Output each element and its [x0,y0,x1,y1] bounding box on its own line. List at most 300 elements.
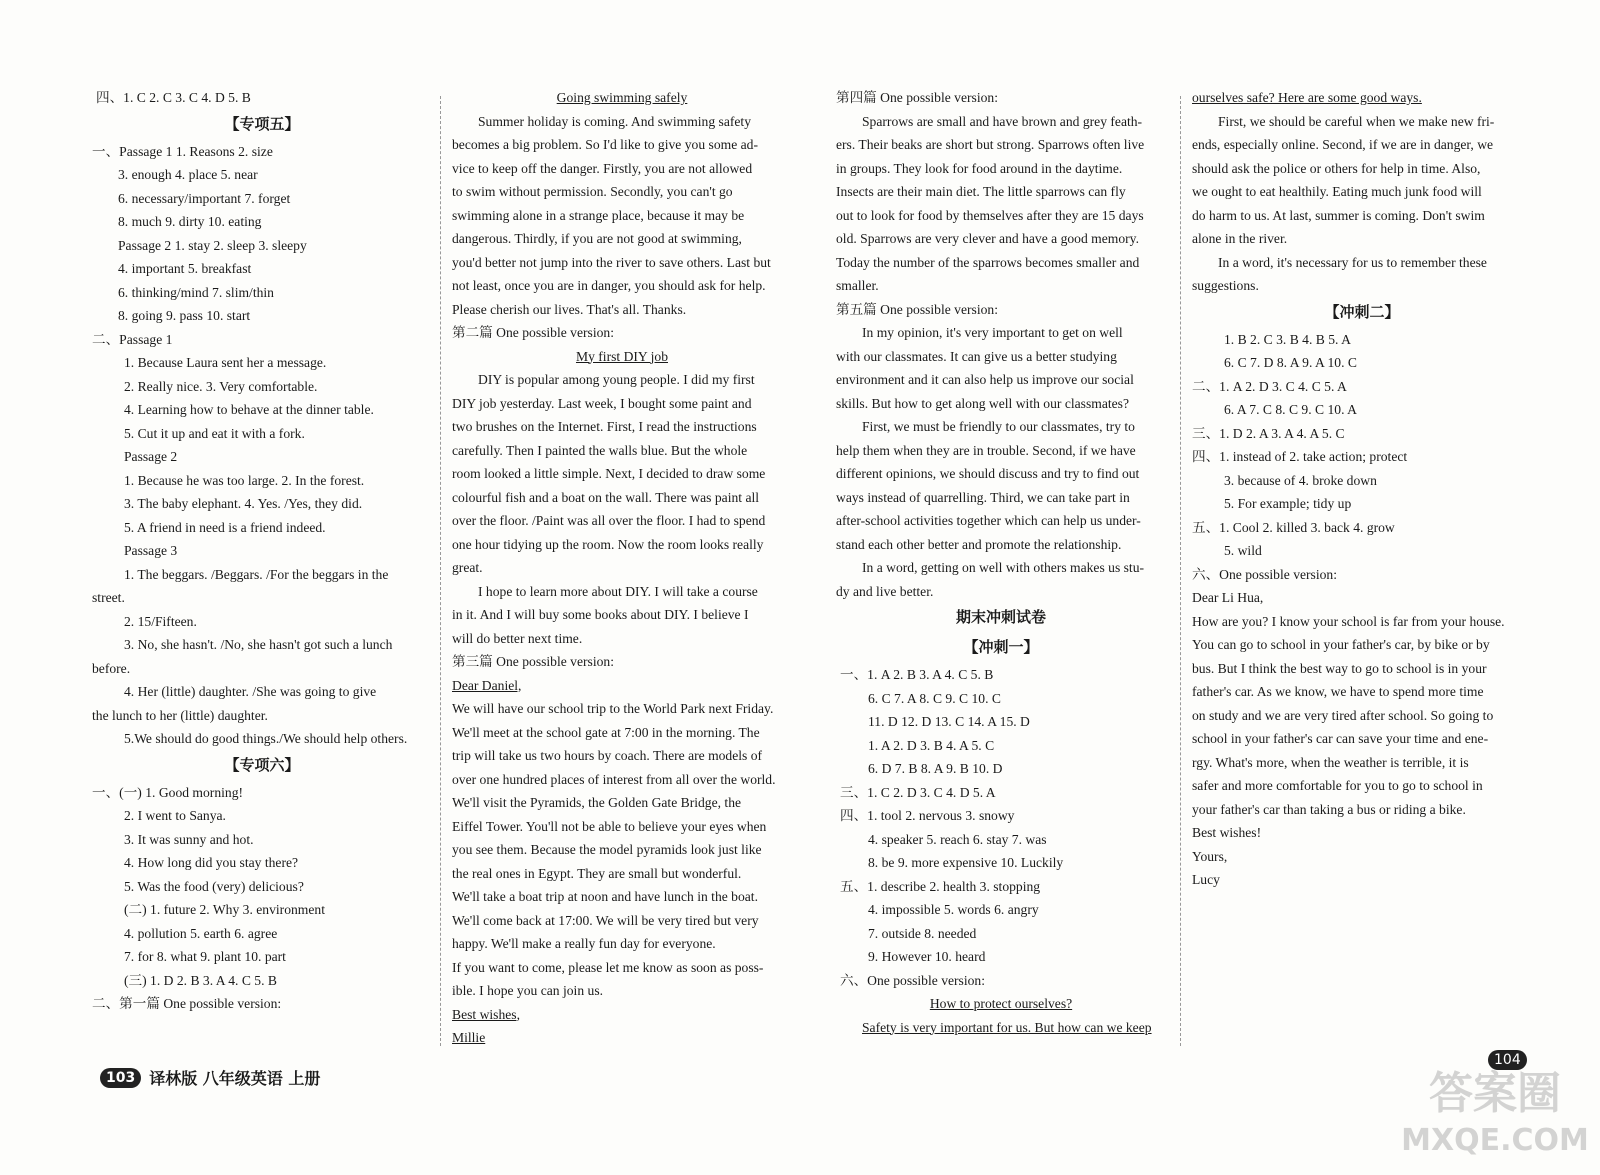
text-line [92,563,432,587]
text-line [836,204,1166,228]
text-line [836,1016,1166,1040]
text-line [92,727,432,751]
text-line [92,234,432,258]
text-line [92,945,432,969]
line-text: 期末冲刺试卷 [955,610,1046,626]
text-line [452,368,792,392]
line-text: 【冲刺二】 [1324,304,1400,321]
line-text: stand each other better and promote the relationship. [836,536,1122,552]
line-text: 9. However 10. heard [868,949,986,964]
svg-text:MXQE.COM: MXQE.COM [1401,1123,1589,1158]
text-line [92,781,432,805]
text-line [836,710,1166,734]
text-line [92,86,432,110]
line-text: DIY job yesterday. Last week, I bought some paint and [452,395,752,411]
text-line [1192,774,1532,798]
line-text: 8. going 9. pass 10. start [118,308,251,323]
line-text: out to look for food by themselves after they are 15 days [836,207,1144,223]
line-text: 4. important 5. breakfast [118,261,252,276]
text-line [452,86,792,110]
line-text: after-school activities together which can help us under- [836,513,1141,528]
text-line [92,187,432,211]
line-text: Today the number of the sparrows becomes smaller and [836,254,1140,270]
line-text: swimming alone in a strange place, because it may be [452,207,745,223]
line-text: 8. be 9. more expensive 10. Luckily [868,855,1064,870]
text-line [1192,445,1532,469]
line-text: safer and more comfortable for you to go to school in [1192,778,1483,793]
text-line [452,603,792,627]
text-line [452,909,792,933]
text-line [836,157,1166,181]
line-text: with our classmates. It can give us a better studying [836,348,1117,364]
text-line [836,368,1166,392]
column-2 [452,86,792,1050]
line-text: over the floor. /Paint was all over the floor. I had to spend [452,513,766,528]
line-text: How are you? I know your school is far from your house. [1192,613,1505,629]
line-text: 四、1. C 2. C 3. C 4. D 5. B [96,90,251,105]
line-text: 4. speaker 5. reach 6. stay 7. was [868,831,1047,847]
text-line [836,227,1166,251]
text-line [452,862,792,886]
text-line [452,674,792,698]
line-text: 3. because of 4. broke down [1224,472,1377,488]
line-text: do harm to us. At last, summer is coming. Don't swim [1192,207,1485,223]
text-line [836,603,1166,633]
line-text: 4. pollution 5. earth 6. agree [124,925,278,941]
line-text: 4. Learning how to behave at the dinner table. [124,402,374,417]
text-line [1192,539,1532,563]
line-text: old. Sparrows are very clever and have a good memory. [836,231,1139,246]
text-line [1192,727,1532,751]
text-line [92,210,432,234]
line-text: 3. The baby elephant. 4. Yes. /Yes, they did. [124,496,363,511]
text-line [92,469,432,493]
line-text: I hope to learn more about DIY. I will take a course [478,583,758,599]
line-text: 5. Cut it up and eat it with a fork. [124,425,305,441]
text-line [92,492,432,516]
line-text: Yours, [1192,848,1228,864]
text-line [92,140,432,164]
line-text: First, we should be careful when we make new fri- [1218,113,1495,129]
text-line [92,586,432,610]
text-line [452,157,792,181]
line-text: 11. D 12. D 13. C 14. A 15. D [868,714,1030,729]
text-line [836,415,1166,439]
text-line [452,744,792,768]
line-text: 四、1. instead of 2. take action; protect [1192,449,1408,464]
line-text: smaller. [836,278,879,293]
line-text: 6. C 7. D 8. A 9. A 10. C [1224,355,1357,370]
line-text: carefully. Then I painted the walls blue. But the whole [452,442,748,458]
text-line [92,328,432,352]
text-line [92,281,432,305]
line-text: 【专项五】 [224,116,300,133]
line-text: 五、1. Cool 2. killed 3. back 4. grow [1192,519,1395,535]
line-text: bus. But I think the best way to go to school is in your [1192,660,1487,676]
line-text: How to protect ourselves? [929,996,1073,1011]
line-text: Eiffel Tower. You'll not be able to believe your eyes when [452,818,767,834]
line-text: suggestions. [1192,278,1259,293]
line-text: your father's car than taking a bus or riding a bike. [1192,801,1466,817]
text-line [1192,328,1532,352]
line-text: 3. No, she hasn't. /No, she hasn't got such a lunch [124,637,393,652]
line-text: 二、第一篇 One possible version: [92,996,282,1011]
line-text: in it. And I will buy some books about DIY. I believe I [452,607,749,622]
text-line [92,163,432,187]
svg-text:答案圈: 答案圈 [1429,1068,1561,1119]
line-text: one hour tidying up the room. Now the room looks really [452,536,764,552]
text-line [836,804,1166,828]
text-line [836,663,1166,687]
line-text: Best wishes, [452,1006,520,1022]
line-text: Sparrows are small and have brown and grey feath- [862,113,1143,129]
text-line [1192,845,1532,869]
book-title: 译林版 八年级英语 上册 [149,1069,321,1088]
text-line [1192,110,1532,134]
line-text: 5.We should do good things./We should help others. [124,731,408,746]
column-divider [1180,96,1181,1046]
text-line [92,851,432,875]
text-line [452,227,792,251]
text-line [452,298,792,322]
line-text: the lunch to her (little) daughter. [92,707,268,723]
line-text: 【专项六】 [224,757,300,774]
line-text: Dear Daniel, [452,677,522,693]
line-text: great. [452,560,483,575]
text-line [92,375,432,399]
text-line [92,828,432,852]
text-line [1192,398,1532,422]
line-text: Passage 2 [124,449,178,464]
line-text: We'll take a boat trip at noon and have lunch in the boat. [452,889,758,904]
line-text: you'd better not jump into the river to save others. Last but [452,254,771,270]
text-line [836,781,1166,805]
line-text: 3. enough 4. place 5. near [118,167,258,182]
text-line [1192,868,1532,892]
text-line [1192,680,1532,704]
line-text: Insects are their main diet. The little sparrows can fly [836,184,1126,199]
text-line [452,791,792,815]
line-text: 6. D 7. B 8. A 9. B 10. D [868,761,1003,776]
text-line [1192,298,1532,328]
text-line [1192,86,1532,110]
text-line [836,345,1166,369]
text-line [836,580,1166,604]
line-text: should ask the police or others for help in time. Also, [1192,160,1481,176]
text-line [1192,586,1532,610]
line-text: We will have our school trip to the World Park next Friday. [452,701,774,716]
line-text: 三、1. D 2. A 3. A 4. A 5. C [1192,425,1345,441]
text-line [452,110,792,134]
text-line [92,257,432,281]
line-text: 2. 15/Fifteen. [124,613,197,629]
line-text: school in your father's car can save your time and ene- [1192,731,1489,746]
text-line [452,1026,792,1050]
line-text: street. [92,590,125,605]
line-text: (二) 1. future 2. Why 3. environment [124,902,325,917]
line-text: 6. A 7. C 8. C 9. C 10. A [1224,402,1357,417]
text-line [836,86,1166,110]
text-line [836,251,1166,275]
text-line [452,180,792,204]
text-line [836,969,1166,993]
line-text: becomes a big problem. So I'd like to give you some ad- [452,137,758,152]
line-text: Going swimming safely [556,90,688,105]
text-line [1192,798,1532,822]
line-text: 5. For example; tidy up [1224,496,1352,511]
line-text: 3. It was sunny and hot. [124,831,254,847]
line-text: you see them. Because the model pyramids look just like [452,842,762,857]
text-line [452,979,792,1003]
line-text: 六、One possible version: [1192,566,1337,582]
line-text: before. [92,660,131,676]
line-text: 4. impossible 5. words 6. angry [868,902,1039,917]
text-line [92,351,432,375]
line-text: (三) 1. D 2. B 3. A 4. C 5. B [124,972,277,988]
line-text: the real ones in Egypt. They are small but wonderful. [452,865,742,881]
text-line [1192,469,1532,493]
line-text: We'll meet at the school gate at 7:00 in the morning. The [452,724,760,740]
line-text: over one hundred places of interest from all over the world. [452,771,776,787]
line-text: Best wishes! [1192,825,1262,840]
line-text: 1. The beggars. /Beggars. /For the beggars in the [124,566,389,582]
line-text: 1. B 2. C 3. B 4. B 5. A [1224,331,1351,347]
line-text: 一、1. A 2. B 3. A 4. C 5. B [840,667,994,682]
line-text: 5. Was the food (very) delicious? [124,878,304,894]
text-line [836,556,1166,580]
text-line [92,398,432,422]
text-line [452,956,792,980]
line-text: rgy. What's more, when the weather is terrible, it is [1192,754,1469,770]
line-text: In my opinion, it's very important to get on well [862,325,1123,340]
text-line [836,298,1166,322]
line-text: 六、One possible version: [840,972,985,988]
line-text: My first DIY job [575,348,668,364]
text-line [92,610,432,634]
line-text: 5. A friend in need is a friend indeed. [124,519,326,535]
text-line [452,204,792,228]
column-divider [440,96,441,1046]
text-line [836,687,1166,711]
line-text: 三、1. C 2. D 3. C 4. D 5. A [840,784,996,800]
line-text: Passage 3 [124,543,178,558]
text-line [836,757,1166,781]
text-line [92,633,432,657]
text-line [452,556,792,580]
line-text: Passage 2 1. stay 2. sleep 3. sleepy [118,237,307,253]
page-number: 103 [100,1068,141,1088]
line-text: two brushes on the Internet. First, I read the instructions [452,419,757,434]
text-line [92,898,432,922]
text-line [92,539,432,563]
text-line [92,875,432,899]
line-text: 6. C 7. A 8. C 9. C 10. C [868,690,1001,706]
text-line [452,627,792,651]
line-text: 1. Because he was too large. 2. In the forest. [124,472,365,488]
text-line [836,133,1166,157]
text-line [836,922,1166,946]
text-line [452,439,792,463]
line-text: ible. I hope you can join us. [452,983,604,998]
line-text: 二、1. A 2. D 3. C 4. C 5. A [1192,378,1347,394]
line-text: ers. Their beaks are short but strong. Sparrows often live [836,137,1145,152]
text-line [452,462,792,486]
text-line [452,838,792,862]
line-text: 7. outside 8. needed [868,925,977,941]
text-line [1192,657,1532,681]
text-line [1192,633,1532,657]
text-line [1192,704,1532,728]
text-line [92,751,432,781]
line-text: dangerous. Thirdly, if you are not good at swimming, [452,231,742,246]
text-line [452,486,792,510]
page-footer-left [100,1066,320,1089]
text-line [1192,157,1532,181]
text-line [836,851,1166,875]
text-line [452,721,792,745]
line-text: happy. We'll make a really fun day for everyone. [452,936,716,951]
line-text: 4. Her (little) daughter. /She was going to give [124,684,377,699]
text-line [836,439,1166,463]
line-text: 6. necessary/important 7. forget [118,190,291,206]
text-line [92,922,432,946]
text-line [452,697,792,721]
line-text: 7. for 8. what 9. plant 10. part [124,949,286,964]
text-line [836,734,1166,758]
line-text: 【冲刺一】 [963,640,1039,656]
text-line [92,704,432,728]
text-line [92,657,432,681]
line-text: in groups. They look for food around in the daytime. [836,160,1123,176]
line-text: environment and it can also help us improve our social [836,372,1134,387]
page-number: 104 [1488,1050,1527,1070]
text-line [452,885,792,909]
line-text: We'll visit the Pyramids, the Golden Gate Bridge, the [452,795,742,810]
line-text: 五、1. describe 2. health 3. stopping [840,878,1041,894]
line-text: 二、Passage 1 [92,331,173,347]
text-line [1192,516,1532,540]
text-line [1192,180,1532,204]
text-line [92,445,432,469]
text-line [836,392,1166,416]
line-text: Safety is very important for us. But how can we keep [862,1019,1152,1035]
line-text: 四、1. tool 2. nervous 3. snowy [840,808,1015,823]
text-line [836,898,1166,922]
line-text: 1. Because Laura sent her a message. [124,355,327,370]
line-text: ways instead of quarrelling. Third, we can take part in [836,489,1130,505]
text-line [92,304,432,328]
text-line [836,828,1166,852]
text-line [452,533,792,557]
line-text: 第四篇 One possible version: [836,90,998,105]
text-line [452,815,792,839]
text-line [452,580,792,604]
text-line [1192,375,1532,399]
line-text: Lucy [1192,872,1220,887]
line-text: 2. I went to Sanya. [124,808,226,823]
line-text: 2. Really nice. 3. Very comfortable. [124,378,318,394]
line-text: different opinions, we should discuss and try to find out [836,466,1140,481]
line-text: 一、Passage 1 1. Reasons 2. size [92,143,273,159]
line-text: 第三篇 One possible version: [452,654,614,669]
watermark-logo [1400,1050,1590,1170]
text-line [452,251,792,275]
text-line [1192,133,1532,157]
line-text: ourselves safe? Here are some good ways. [1192,90,1422,105]
line-text: Summer holiday is coming. And swimming safety [478,113,751,129]
line-text: 4. How long did you stay there? [124,855,299,870]
line-text: trip will take us two hours by coach. There are models of [452,748,763,763]
column-4 [1192,86,1532,892]
text-line [836,180,1166,204]
text-line [836,992,1166,1016]
text-line [836,486,1166,510]
line-text: help them when they are in trouble. Second, if we have [836,442,1136,458]
text-line [92,516,432,540]
text-line [452,768,792,792]
line-text: not least, once you are in danger, you should ask for help. [452,278,766,293]
column-1 [92,86,432,1016]
line-text: First, we must be friendly to our classmates, try to [862,419,1135,434]
text-line [452,133,792,157]
text-line [452,345,792,369]
line-text: we ought to eat healthily. Eating much junk food will [1192,184,1482,199]
text-line [1192,227,1532,251]
text-line [92,969,432,993]
text-line [836,633,1166,663]
line-text: 一、(一) 1. Good morning! [92,784,244,800]
line-text: If you want to come, please let me know as soon as poss- [452,959,764,975]
text-line [452,932,792,956]
line-text: In a word, it's necessary for us to remember these [1218,254,1487,270]
line-text: Please cherish our lives. That's all. Thanks. [452,301,687,317]
text-line [452,1003,792,1027]
line-text: room looked a little simple. Next, I decided to draw some [452,466,766,481]
text-line [1192,274,1532,298]
text-line [836,875,1166,899]
line-text: Dear Li Hua, [1192,590,1264,605]
line-text: 5. wild [1224,543,1262,558]
text-line [452,392,792,416]
text-line [1192,492,1532,516]
text-line [452,415,792,439]
line-text: We'll come back at 17:00. We will be very tired but very [452,912,759,928]
line-text: father's car. As we know, we have to spend more time [1192,684,1484,699]
line-text: 1. A 2. D 3. B 4. A 5. C [868,737,995,753]
line-text: 6. thinking/mind 7. slim/thin [118,284,274,300]
line-text: 第五篇 One possible version: [836,301,998,317]
text-line [836,462,1166,486]
line-text: vice to keep off the danger. Firstly, you are not allowed [452,160,753,176]
text-line [1192,821,1532,845]
line-text: dy and live better. [836,583,934,599]
text-line [1192,204,1532,228]
text-line [1192,251,1532,275]
line-text: 第二篇 One possible version: [452,325,614,340]
text-line [1192,422,1532,446]
text-line [836,533,1166,557]
text-line [92,992,432,1016]
column-3 [836,86,1166,1039]
line-text: will do better next time. [452,630,583,646]
text-line [92,110,432,140]
line-text: to swim without permission. Secondly, you can't go [452,184,733,199]
line-text: 8. much 9. dirty 10. eating [118,214,262,229]
text-line [92,422,432,446]
text-line [1192,351,1532,375]
text-line [452,509,792,533]
line-text: skills. But how to get along well with our classmates? [836,395,1129,411]
